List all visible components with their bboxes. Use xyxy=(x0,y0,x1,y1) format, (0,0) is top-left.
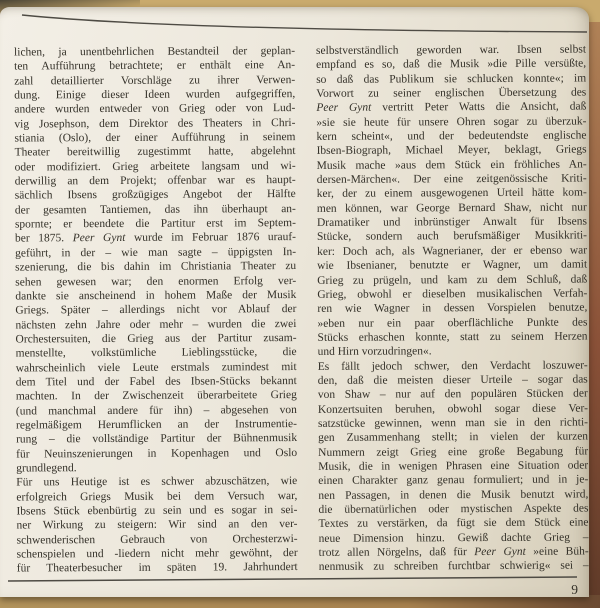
text-line: ker: Doch ach, als Wagnerianer, der er ebenso war xyxy=(317,244,588,258)
text-line: szenierung, die bis dahin im Christiania Theater zu xyxy=(15,260,297,274)
text-line: Stücke, sondern auch berufsmäßiger Musikkriti- xyxy=(316,229,588,244)
text-line: Peer Gynt vertritt Peter Watts die Ansicht, daß xyxy=(316,100,587,115)
text-line: geführt, in der – wie man sagte – üppigsten In- xyxy=(15,245,297,260)
text-line: dem Titel und der Fabel des Ibsen-Stücks bekannt xyxy=(15,374,297,389)
text-line: Griegs. Später – allerdings nicht vor Ablauf der xyxy=(15,303,297,317)
text-line: (und manchmal andere für ihn) – abgesehen von xyxy=(15,403,297,418)
text-line: nächsten zehn Jahre oder mehr – wurden die zwei xyxy=(15,317,297,332)
text-line: ren wie Wagner in dessen Vorspielen benutze, xyxy=(317,301,588,316)
text-line: Ibsen-Biograph, Michael Meyer, beklagt, Griegs xyxy=(316,143,587,158)
text-line: Es fällt jedoch schwer, den Verdacht loszuwer- xyxy=(317,359,588,373)
text-line: neue Dimension hinzu. Gewiß dachte Grieg – xyxy=(318,531,589,545)
text-line: Ibsens Stück ebenbürtig zu sein und es sogar in sei- xyxy=(16,504,298,518)
text-line: ner Wirkung zu steigern: Wir sind an den ver- xyxy=(16,518,298,532)
text-line: schenspielen und -liedern nicht mehr gewöhnt, der xyxy=(16,547,298,561)
text-line: Für uns Heutige ist es schwer abzuschätzen, wie xyxy=(16,475,298,489)
text-line: sächlich Ibsens großzügiges Angebot der Hälfte xyxy=(14,188,296,202)
text-line: ber 1875. Peer Gynt wurde im Februar 1876 urauf- xyxy=(14,231,297,245)
text-line: sehen gewesen war; den enormen Erfolg ver- xyxy=(15,274,297,288)
text-line: kern scheint«, und der bedeutendste englische xyxy=(316,129,587,143)
text-line: Stücks erhaschen konnte, statt zu seinem Herzen xyxy=(317,330,588,344)
text-line: nenmusik zu schreiben furchtbar schwierig« sei – xyxy=(318,559,589,574)
text-line: dersen-Märchen«. Der eine zeitgenössische Kriti- xyxy=(316,172,587,187)
text-line: Grieg, obwohl er dieselben musikalischen Verfah- xyxy=(317,287,588,301)
column-left xyxy=(14,44,298,576)
text-line: für Theaterbesucher im späten 19. Jahrhundert xyxy=(16,561,298,575)
text-line: trotz allen Nörgelns, daß für Peer Gynt »eine Büh- xyxy=(318,545,589,559)
text-line: von Shaw – nur auf den populären Stücken der xyxy=(317,387,588,402)
text-line: men können, war George Bernard Shaw, nicht nur xyxy=(316,201,587,215)
text-line: wie Ibsenianer, benutzte er Wagner, um damit xyxy=(317,258,588,273)
text-line: erfolgreich Griegs Musik bei dem Versuch war, xyxy=(16,489,298,504)
bottom-rule xyxy=(8,577,577,581)
text-line: »eben nur ein paar oberflächliche Punkte des xyxy=(317,316,588,330)
text-line: Musik, die in wenigen Phrasen eine Situation oder xyxy=(318,459,589,473)
text-line: satzstücke gewinnen, wenn man sie in den richti- xyxy=(317,416,589,430)
text-line: oder modifiziert. Grieg arbeitete langsam und wi- xyxy=(14,159,296,174)
text-line: Vorwort zu seiner englischen Übersetzung des xyxy=(316,86,587,100)
text-line: gen Zusammenhang stellt; in vielen der kurzen xyxy=(318,430,589,445)
text-line: der gesamten Tantiemen, das ihn überhaupt an- xyxy=(14,202,296,217)
text-line: grundlegend. xyxy=(16,462,77,475)
text-line: die übernatürlichen oder mystischen Aspekte des xyxy=(318,502,589,516)
text-line: Nummern zeigt Grieg eine große Begabung für xyxy=(318,445,589,459)
text-line: »sie sie heute für unsere Ohren sogar zu überzuk- xyxy=(316,115,587,129)
text-line: menstellte, volkstümliche Lieblingsstücke, die xyxy=(15,346,297,360)
text-line: Grieg zu prügeln, und kam zu dem Schluß, daß xyxy=(317,272,588,287)
text-line: lichen, ja unentbehrlichen Bestandteil der geplan- xyxy=(14,45,296,59)
text-line: Theater bereitwillig zugestimmt hatte, abgelehnt xyxy=(14,145,296,159)
text-line: spornte; er beendete die Partitur erst im Septem- xyxy=(14,217,296,231)
text-line: und Hirn vorzudringen«. xyxy=(317,345,432,359)
page-number: 9 xyxy=(571,582,578,597)
text-line: dankte sie anscheinend in hohem Maße der Musik xyxy=(15,288,297,303)
text-line: Dramatiker und inbrünstiger Anwalt für Ibsens xyxy=(316,215,587,230)
text-line: schwenderischen Gebrauch von Orchesterzwi- xyxy=(16,532,298,547)
text-line: regelmäßigem Herumflicken an der Instrumentie- xyxy=(15,417,298,432)
text-line: Orchestersuiten, die Grieg aus der Partitur zusam- xyxy=(15,331,297,346)
text-line: andere wurden entweder von Grieg oder von Lud- xyxy=(14,102,296,116)
text-line: Musik mache »aus dem Stück ein fröhliches An- xyxy=(316,158,587,172)
text-line: ker, der zu einem ausgewogenen Urteil hätte kom- xyxy=(316,186,587,201)
text-line: nen Passagen, in denen die Musik benutzt wird, xyxy=(318,488,589,502)
top-rule xyxy=(22,15,587,32)
text-line: den, daß die meisten dieser Urteile – sogar das xyxy=(317,373,588,387)
book-page xyxy=(0,7,589,597)
text-line: so daß das Publikum sie schlucken konnte«; im xyxy=(316,72,587,86)
text-line: selbstverständlich geworden war. Ibsen selbst xyxy=(316,43,587,57)
column-right xyxy=(316,43,589,575)
text-line: einen Charakter ganz genau formuliert; und in je- xyxy=(318,473,589,488)
text-line: zahl detaillierter Vorschläge zu ihrer Verwen- xyxy=(14,73,296,88)
text-line: dung. Einige dieser Ideen wurden aufgegriffen, xyxy=(14,88,296,102)
text-line: vig Josephson, dem Direktor des Theaters in Chri- xyxy=(14,116,296,131)
text-line: für Neuinszenierungen in Kopenhagen und Oslo xyxy=(16,446,298,461)
text-line: stiania (Oslo), der einer Aufführung in seinem xyxy=(14,131,296,145)
text-line: Konzertsuiten beruhen, obwohl sogar diese Ver- xyxy=(317,402,588,416)
text-line: ten Aufführung betrachtete; er enthält eine An- xyxy=(14,59,296,73)
text-line: empfand es so, daß die Musik »die Pille versüßte, xyxy=(316,57,587,72)
text-line: derwillig an dem Projekt; offenbar war es haupt- xyxy=(14,174,296,188)
text-line: machten. In der Zwischenzeit überarbeitete Grieg xyxy=(15,389,297,403)
text-block xyxy=(14,43,589,577)
text-line: wahrscheinlich viele Leute erstmals zumindest mit xyxy=(15,360,297,375)
text-line: rung – die vollständige Partitur der Bühnenmusik xyxy=(16,432,298,446)
text-line: Textes zu verstärken, da fügt sie dem Stück eine xyxy=(318,516,589,531)
